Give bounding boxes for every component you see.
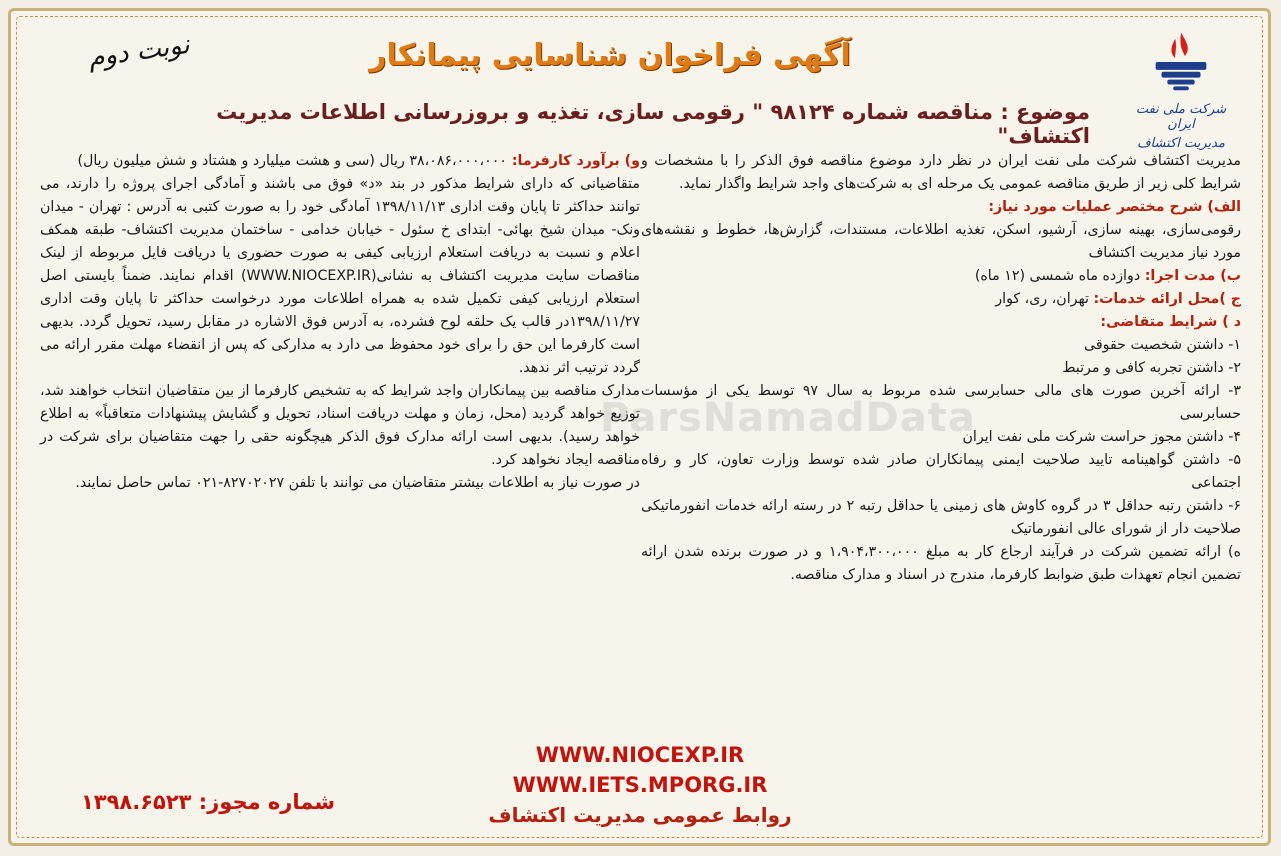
right-column: [641, 150, 1241, 587]
tender-subject: موضوع : مناقصه شماره ۹۸۱۲۴ " رقومی سازی، تغذیه و بروزرسانی اطلاعات مدیریت اکتشاف": [216, 100, 1090, 148]
iets-link[interactable]: WWW.IETS.MPORG.IR: [512, 773, 768, 797]
niocexp-link[interactable]: WWW.NIOCEXP.IR: [535, 743, 745, 767]
section-d-label: د ) شرایط متقاضی:: [1100, 314, 1241, 330]
requirement-1: ۱- داشتن شخصیت حقوقی: [1084, 337, 1241, 353]
section-c-text: تهران، ری، کوار: [995, 291, 1094, 307]
documents-paragraph: مدارک مناقصه بین پیمانکاران واجد شرایط که به تشخیص کارفرما از بین متقاضیان انتخاب خواهند شد، توزیع خواهد گردید (محل، زمان و مهلت دریافت اسناد، تحویل و گشایش پیشنهادات متعاقباً» به اطلاع خواهد رسید). بدیهی است ارائه مدارک فوق الذکر هیچگونه حقی را جهت متقاضیان برای شرکت در مناقصه ایجاد نخواهد کرد.: [40, 383, 640, 468]
intro-paragraph: مدیریت اکتشاف شرکت ملی نفت ایران در نظر دارد موضوع مناقصه فوق الذکر را با مشخصات و شرایط کلی زیر از طریق مناقصه عمومی یک مرحله ای به شرکت‌های واجد شرایط واگذار نماید.: [641, 153, 1241, 192]
ad-title: آگهی فراخوان شناسایی پیمانکار: [369, 38, 851, 73]
contact-paragraph: در صورت نیاز به اطلاعات بیشتر متقاضیان می توانند با تلفن ۸۲۷۰۲۰۲۷-۰۲۱ تماس حاصل نمایند.: [75, 475, 640, 491]
section-a-text: رقومی‌سازی، بهینه سازی، آرشیو، اسکن، تغذیه اطلاعات، مستندات، گزارش‌ها، خطوط و نقشه‌های مورد نیاز مدیریت اکتشاف: [641, 222, 1241, 261]
section-a-label: الف) شرح مختصر عملیات مورد نیاز:: [988, 199, 1241, 215]
section-e-text: ه) ارائه تضمین شرکت در فرآیند ارجاع کار به مبلغ ۱،۹۰۴،۳۰۰،۰۰۰ و در صورت برنده شدن ارائه تضمین انجام تعهدات طبق ضوابط کارفرما، مندرج در اسناد و مدارک مناقصه.: [641, 544, 1241, 583]
section-c-label: ج )محل ارائه خدمات:: [1093, 291, 1241, 307]
requirement-5: ۵- داشتن گواهینامه تایید صلاحیت ایمنی پیمانکاران صادر شده توسط وزارت تعاون، کار و رفاه اجتماعی: [641, 452, 1241, 491]
nioc-logo: [1121, 28, 1241, 151]
requirement-6: ۶- داشتن رتبه حداقل ۳ در گروه کاوش های زمینی یا حداقل رتبه ۲ در رسته ارائه خدمات انفورماتیکی صلاحیت دار از شورای عالی انفورماتیک: [641, 498, 1242, 537]
requirement-3: ۳- ارائه آخرین صورت های مالی حسابرسی شده مربوط به سال ۹۷ توسط یکی از مؤسسات حسابرسی: [641, 383, 1241, 422]
footer-links: [470, 740, 810, 830]
requirement-2: ۲- داشتن تجربه کافی و مرتبط: [1062, 360, 1241, 376]
company-name: شرکت ملی نفت ایران: [1135, 102, 1227, 132]
section-b-label: ب) مدت اجرا:: [1144, 268, 1241, 284]
application-paragraph: متقاضیانی که دارای شرایط مذکور در بند «د» فوق می باشند و آمادگی اجرای پروژه را دارند، می توانند حداکثر تا پایان وقت اداری ۱۳۹۸/۱۱/۱۳ آمادگی خود را به صورت کتبی به آدرس : تهران - میدان ونک- میدان شیخ بهائی- ابتدای خ سئول - خیابان خدامی - ساختمان مدیریت اکتشاف- طبقه همکف اعلام و نسبت به دریافت استعلام ارزیابی کیفی به صورت حضوری یا دریافت فایل مربوطه از لینک مناقصات سایت مدیریت اکتشاف به نشانی(WWW.NIOCEXP.IR) اقدام نمایند. ضمناً بایستی اصل استعلام ارزیابی کیفی تکمیل شده به همراه اطلاعات مورد درخواست حداکثر تا پایان وقت اداری ۱۳۹۸/۱۱/۲۷در قالب یک حلقه لوح فشرده، به آدرس فوق الاشاره در مقابل رسید، تحویل گردد. بدیهی است کارفرما این حق را برای خود محفوظ می دارد به مدارکی که پس از انقضاء مهلت مقرر ارائه می گردد ترتیب اثر ندهد.: [40, 176, 640, 376]
section-b-text: دوازده ماه شمسی (۱۲ ماه): [974, 268, 1145, 284]
department-name: مدیریت اکتشاف: [1137, 136, 1225, 151]
watermark: ParsNamadData: [600, 395, 976, 441]
requirement-4: ۴- داشتن مجوز حراست شرکت ملی نفت ایران: [962, 429, 1241, 445]
estimate-label: و) برآورد کارفرما:: [506, 153, 640, 169]
nioc-emblem-icon: [1142, 28, 1220, 98]
left-column: [40, 150, 640, 495]
round-label: نوبت دوم: [86, 29, 192, 74]
estimate-text: ۳۸،۰۸۶،۰۰۰،۰۰۰ ریال (سی و هشت میلیارد و هشتاد و شش میلیون ریال): [77, 153, 507, 169]
permit-number: شماره مجوز: ۱۳۹۸.۶۵۲۳: [80, 790, 335, 814]
public-relations-signature: روابط عمومی مدیریت اکتشاف: [488, 803, 792, 827]
